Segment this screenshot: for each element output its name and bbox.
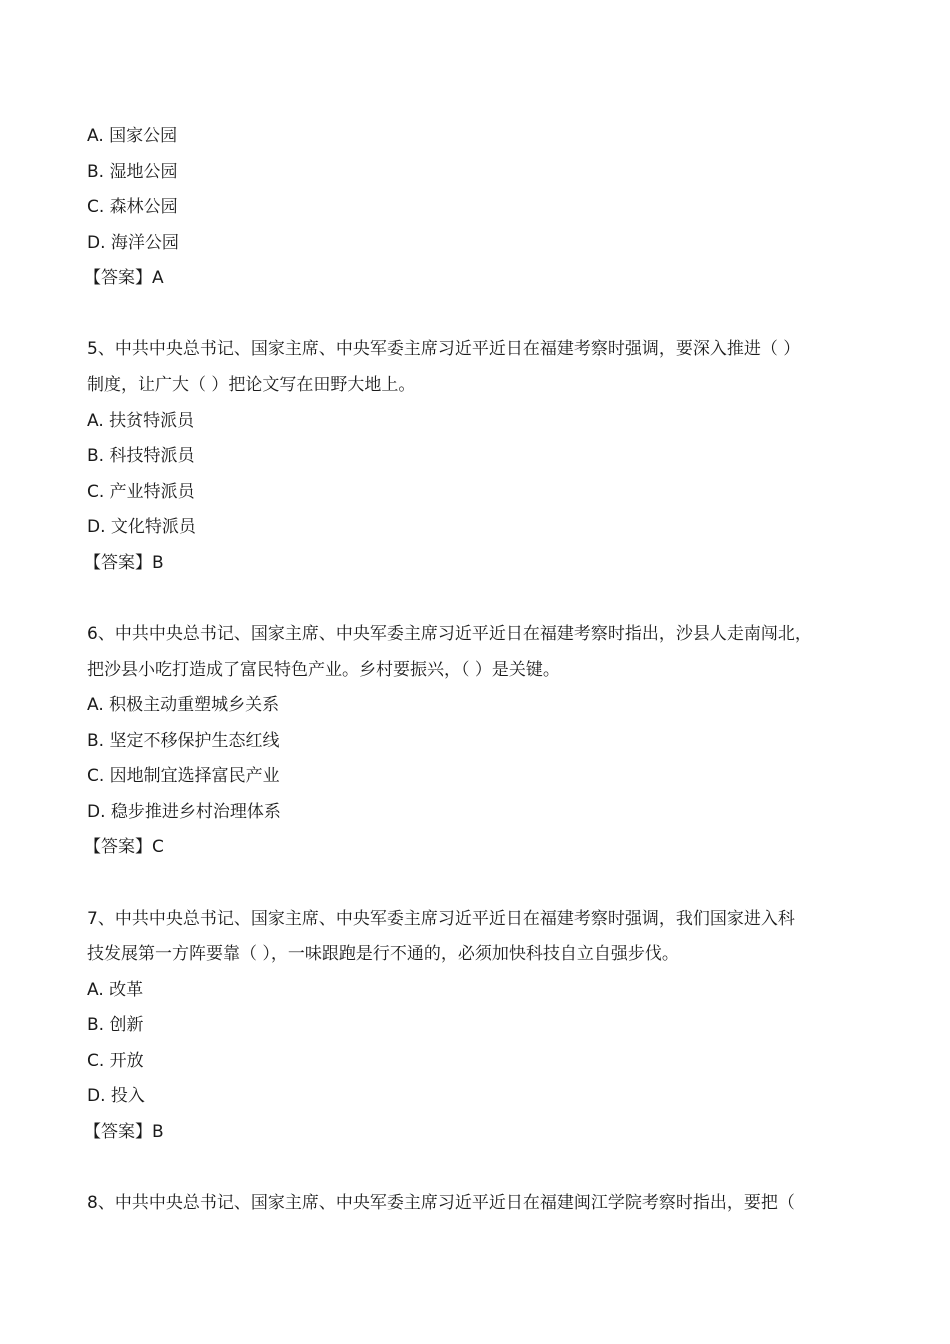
option-a: A. 国家公园 [87,126,178,146]
question-5-stem-line1: 5、中共中央总书记、国家主席、中央军委主席习近平近日在福建考察时强调，要深入推进（ ） [87,339,801,359]
question-5-option-b: B. 科技特派员 [87,446,195,466]
question-6-option-b: B. 坚定不移保护生态红线 [87,731,280,751]
question-6-answer: 【答案】C [84,837,164,857]
question-8-stem-line1: 8、中共中央总书记、国家主席、中央军委主席习近平近日在福建闽江学院考察时指出，要把（ [87,1193,795,1213]
option-c: C. 森林公园 [87,197,178,217]
question-7-option-b: B. 创新 [87,1015,144,1035]
question-5-option-c: C. 产业特派员 [87,482,195,502]
question-7-answer: 【答案】B [84,1122,164,1142]
option-b: B. 湿地公园 [87,162,178,182]
question-6-option-c: C. 因地制宜选择富民产业 [87,766,280,786]
question-5-option-a: A. 扶贫特派员 [87,411,195,431]
question-6-option-a: A. 积极主动重塑城乡关系 [87,695,280,715]
question-5-option-d: D. 文化特派员 [87,517,196,537]
question-7-stem-line2: 技发展第一方阵要靠（ ），一味跟跑是行不通的，必须加快科技自立自强步伐。 [87,944,679,964]
question-7-option-a: A. 改革 [87,980,144,1000]
question-7-stem-line1: 7、中共中央总书记、国家主席、中央军委主席习近平近日在福建考察时强调，我们国家进入科 [87,909,795,929]
question-7-option-c: C. 开放 [87,1051,144,1071]
question-6-option-d: D. 稳步推进乡村治理体系 [87,802,281,822]
question-5-stem-line2: 制度，让广大（ ）把论文写在田野大地上。 [87,375,416,395]
question-5-answer: 【答案】B [84,553,164,573]
answer-line: 【答案】A [84,268,164,288]
question-6-stem-line1: 6、中共中央总书记、国家主席、中央军委主席习近平近日在福建考察时指出，沙县人走南闯北， [87,624,812,644]
question-7-option-d: D. 投入 [87,1086,145,1106]
question-6-stem-line2: 把沙县小吃打造成了富民特色产业。乡村要振兴，（ ）是关键。 [87,660,560,680]
option-d: D. 海洋公园 [87,233,179,253]
